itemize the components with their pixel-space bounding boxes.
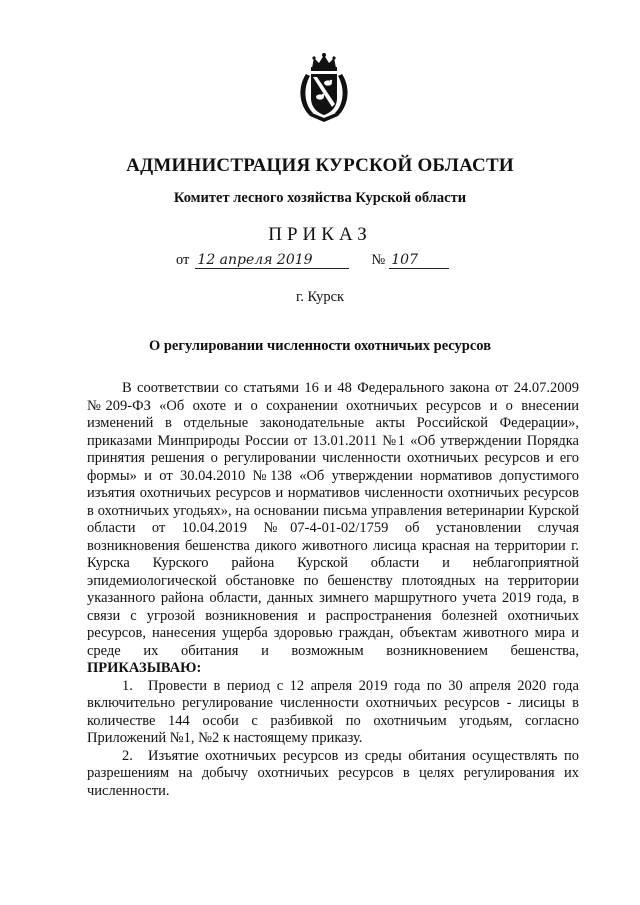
preamble-paragraph — [87, 380, 579, 678]
order-subject: О регулировании численности охотничьих ресурсов — [148, 338, 492, 354]
city: г. Курск — [295, 289, 345, 305]
number-label: № — [371, 252, 386, 268]
item-text: Изъятие охотничьих ресурсов из среды обитания осуществлять по разрешениям на добычу охотничьих ресурсов в целях регулирования их численности. — [87, 747, 579, 799]
handwritten-date: 12 апреля 2019 — [195, 252, 349, 269]
item-text: Провести в период с 12 апреля 2019 года по 30 апреля 2020 года включительно регулирование численности охотничьих ресурсов - лисицы в количестве 144 особи с разбивкой по охотничьим угодьям, согласно Приложений №1, №2 к настоящему приказу. — [87, 677, 579, 746]
committee-name: Комитет лесного хозяйства Курской области — [173, 190, 467, 206]
order-body — [87, 380, 579, 800]
item-number: 1. — [122, 677, 133, 694]
kursk-coat-of-arms-icon — [296, 52, 352, 124]
handwritten-order-number: 107 — [389, 252, 449, 269]
agency-title: АДМИНИСТРАЦИЯ КУРСКОЙ ОБЛАСТИ — [126, 155, 514, 176]
order-word: ПРИКАЗЫВАЮ: — [87, 660, 202, 676]
list-item — [87, 678, 579, 748]
document-type: ПРИКАЗ — [268, 224, 372, 245]
order-dateline — [176, 252, 449, 269]
list-item — [87, 748, 579, 801]
preamble-text: В соответствии со статьями 16 и 48 Федерального закона от 24.07.2009 №209-ФЗ «Об охоте и о сохранении охотничьих ресурсов и о внесении изменений в отдельные законодательные акты Российской Федерации», приказами Минприроды России от 13.01.2011 №1 «Об утверждении Порядка принятия решения о регулировании численности охотничьих ресурсов и его формы» и от 30.04.2010 №138 «Об утверждении нормативов допустимого изъятия охотничьих ресурсов и нормативов численности охотничьих ресурсов в охотничьих угодьях», на основании письма управления ветеринарии Курской области от 10.04.2019 №07-4-01-02/1759 об установлении случая возникновения бешенства дикого животного лисица красная на территории г. Курска Курского района Курской области и неблагоприятной эпидемиологической обстановке по бешенству плотоядных на территории указанного района области, данных зимнего маршрутного учета 2019 года, в связи с угрозой возникновения и распространения болезней охотничьих ресурсов, нанесения ущерба здоровью граждан, объектам животного мира и среде их обитания и возможным возникновением бешенства, — [87, 380, 579, 659]
from-label: от — [176, 252, 190, 268]
item-number: 2. — [122, 747, 133, 764]
